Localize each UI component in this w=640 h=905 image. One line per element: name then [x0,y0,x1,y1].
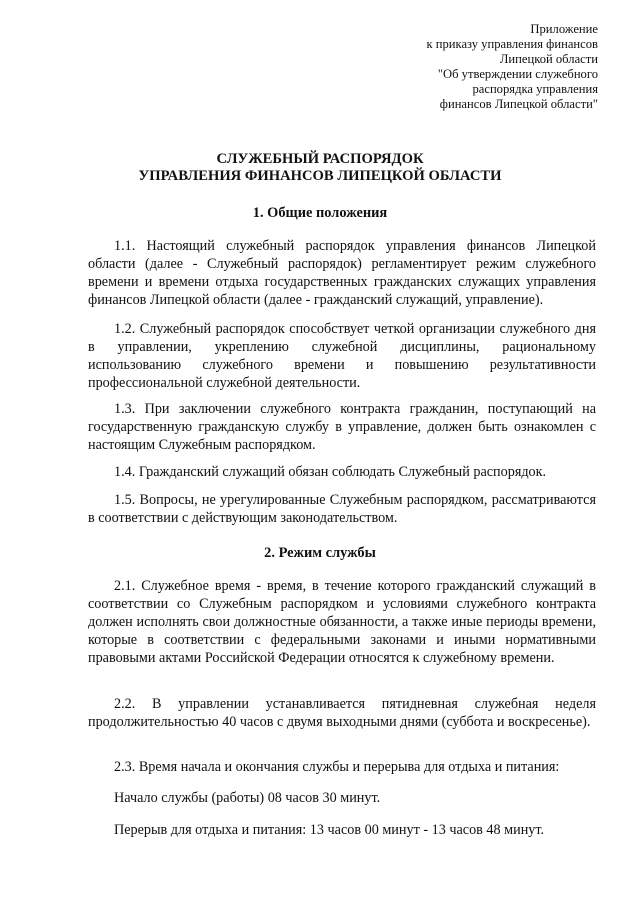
section-heading-2: 2. Режим службы [264,545,376,561]
paragraph-2-5: Перерыв для отдыха и питания: 13 часов 00 минут - 13 часов 48 минут. [114,822,545,838]
document-title [0,151,640,185]
title-line-1: СЛУЖЕБНЫЙ РАСПОРЯДОК [216,151,424,167]
paragraph-1-4: 1.4. Гражданский служащий обязан соблюдать Служебный распорядок. [114,464,547,480]
approval-line: финансов Липецкой области" [439,97,598,111]
approval-line: распорядка управления [472,82,598,96]
paragraph-1-5: 1.5. Вопросы, не урегулированные Служебным распорядком, рассматриваются в соответствии с действующим законодательством. [88,492,596,526]
paragraph-2-4: Начало службы (работы) 08 часов 30 минут. [114,790,381,806]
paragraph-2-1: 2.1. Служебное время - время, в течение которого гражданский служащий в соответствии со Служебным распорядком и условиями служебного контракта должен исполнять свои должностные обязанности, а также иные периоды времени, которые в соответствии с федеральными законами и иными нормативными правовыми актами Российской Федерации относятся к служебному времени. [88,578,596,666]
approval-line: Приложение [530,22,598,36]
approval-line: к приказу управления финансов [426,37,598,51]
paragraph-2-2: 2.2. В управлении устанавливается пятидневная служебная неделя продолжительностью 40 часов с двумя выходными днями (суббота и воскресенье). [88,696,596,730]
approval-line: Липецкой области [499,52,598,66]
title-line-2: УПРАВЛЕНИЯ ФИНАНСОВ ЛИПЕЦКОЙ ОБЛАСТИ [138,168,502,184]
paragraph-1-1: 1.1. Настоящий служебный распорядок управления финансов Липецкой области (далее - Служебный распорядок) регламентирует режим служебного времени и времени отдыха государственных гражданских служащих управления финансов Липецкой области (далее - гражданский служащий, управление). [88,238,596,308]
paragraph-1-2: 1.2. Служебный распорядок способствует четкой организации служебного дня в управлении, укреплению служебной дисциплины, рациональному использованию служебного времени и повышению результативности профессиональной служебной деятельности. [88,321,596,391]
paragraph-2-3: 2.3. Время начала и окончания службы и перерыва для отдыха и питания: [114,759,560,775]
paragraph-1-3: 1.3. При заключении служебного контракта гражданин, поступающий на государственную гражданскую службу в управление, должен быть ознакомлен с настоящим Служебным распорядком. [88,401,596,453]
approval-line: "Об утверждении служебного [437,67,598,81]
section-heading-1: 1. Общие положения [252,205,388,221]
approval-block [388,22,598,112]
